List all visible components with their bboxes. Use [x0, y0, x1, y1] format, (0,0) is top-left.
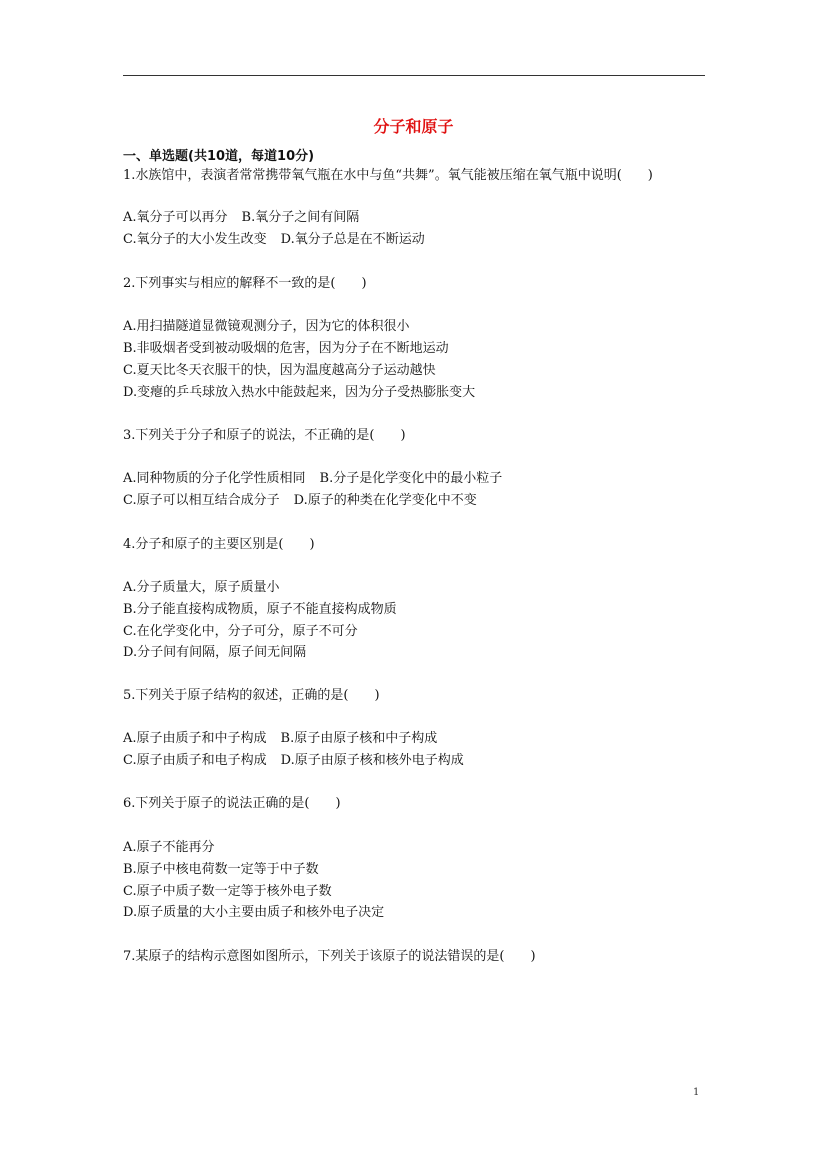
- question-4-option-c: C.在化学变化中，分子可分，原子不可分: [123, 624, 358, 639]
- question-5-stem: 5.下列关于原子结构的叙述，正确的是( ): [123, 688, 380, 703]
- question-6-stem: 6.下列关于原子的说法正确的是( ): [123, 796, 341, 811]
- question-4-option-a: A.分子质量大，原子质量小: [123, 580, 280, 595]
- question-3-option-c: C.原子可以相互结合成分子: [123, 493, 280, 508]
- question-3-stem: 3.下列关于分子和原子的说法，不正确的是( ): [123, 428, 406, 443]
- question-5-option-a: A.原子由质子和中子构成: [123, 731, 267, 746]
- question-6-option-a: A.原子不能再分: [123, 840, 215, 855]
- question-5-options-row-2: [123, 753, 464, 769]
- question-3-options-row-1: [123, 471, 502, 487]
- question-1-option-d: D.氧分子总是在不断运动: [280, 232, 425, 247]
- question-7-stem: 7.某原子的结构示意图如图所示，下列关于该原子的说法错误的是( ): [123, 949, 536, 964]
- question-2-stem: 2.下列事实与相应的解释不一致的是( ): [123, 276, 367, 291]
- question-2-option-c: C.夏天比冬天衣服干的快，因为温度越高分子运动越快: [123, 363, 436, 378]
- question-3-option-a: A.同种物质的分子化学性质相同: [123, 471, 306, 486]
- question-5-option-c: C.原子由质子和电子构成: [123, 753, 267, 768]
- question-6-option-b: B.原子中核电荷数一定等于中子数: [123, 862, 319, 877]
- question-3-options-row-2: [123, 493, 477, 509]
- question-4-option-b: B.分子能直接构成物质，原子不能直接构成物质: [123, 602, 397, 617]
- question-6-option-d: D.原子质量的大小主要由质子和核外电子决定: [123, 905, 385, 920]
- question-5-option-b: B.原子由原子核和中子构成: [280, 731, 438, 746]
- question-2-option-b: B.非吸烟者受到被动吸烟的危害，因为分子在不断地运动: [123, 341, 449, 356]
- question-1-options-row-2: [123, 232, 425, 248]
- question-5-option-d: D.原子由原子核和核外电子构成: [280, 753, 464, 768]
- question-4-option-d: D.分子间有间隔，原子间无间隔: [123, 645, 307, 660]
- document-title: 分子和原子: [373, 117, 454, 136]
- question-1-option-a: A.氧分子可以再分: [123, 210, 228, 225]
- question-2-option-a: A.用扫描隧道显微镜观测分子，因为它的体积很小: [123, 319, 410, 334]
- header-rule: [123, 75, 705, 76]
- question-1-option-c: C.氧分子的大小发生改变: [123, 232, 267, 247]
- question-4-stem: 4.分子和原子的主要区别是( ): [123, 537, 315, 552]
- section-heading: 一、单选题(共10道，每道10分): [123, 149, 315, 164]
- question-1-options-row-1: [123, 210, 359, 226]
- question-3-option-d: D.原子的种类在化学变化中不变: [293, 493, 477, 508]
- question-6-option-c: C.原子中质子数一定等于核外电子数: [123, 884, 332, 899]
- question-1-stem: 1.水族馆中，表演者常常携带氧气瓶在水中与鱼“共舞”。氧气能被压缩在氧气瓶中说明( ): [123, 168, 653, 183]
- question-1-option-b: B.氧分子之间有间隔: [241, 210, 360, 225]
- question-2-option-d: D.变瘪的乒乓球放入热水中能鼓起来，因为分子受热膨胀变大: [123, 385, 476, 400]
- question-3-option-b: B.分子是化学变化中的最小粒子: [319, 471, 503, 486]
- page-number: 1: [693, 1087, 700, 1098]
- question-5-options-row-1: [123, 731, 437, 747]
